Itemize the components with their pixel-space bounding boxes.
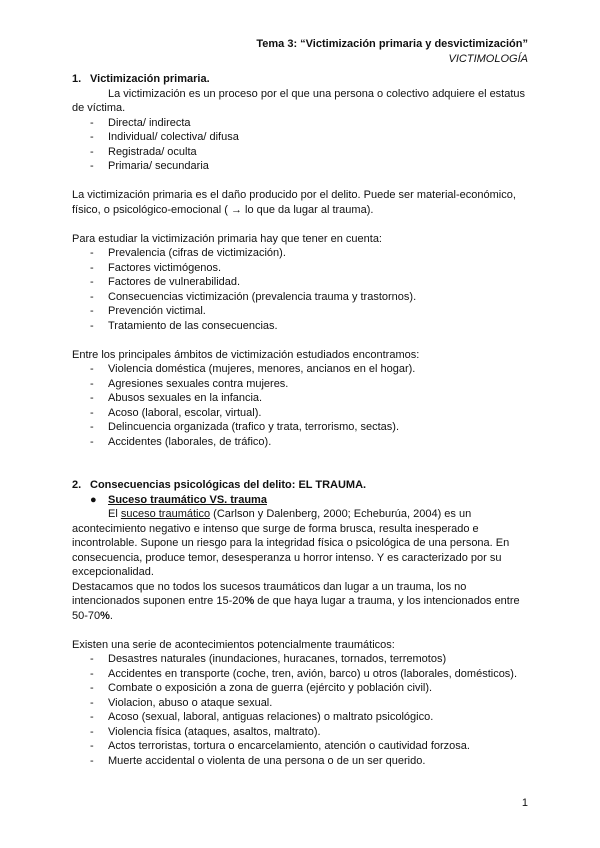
document-title: Tema 3: “Victimización primaria y desvictimización”: [256, 38, 528, 50]
primary-victimization-definition: La victimización primaria es el daño producido por el delito. Puede ser material-económico, físico, o psicológico-emocional ( → lo que da lugar al trauma).: [72, 189, 516, 216]
list-item: - Primaria/ secundaria: [108, 159, 530, 174]
list-item: - Prevención victimal.: [108, 304, 530, 319]
bullet-icon: ●: [90, 493, 97, 506]
list-item: - Factores victimógenos.: [108, 261, 530, 276]
list-item: - Abusos sexuales en la infancia.: [108, 391, 530, 406]
list-item: - Violencia doméstica (mujeres, menores, ancianos en el hogar).: [108, 362, 530, 377]
list-item: - Agresiones sexuales contra mujeres.: [108, 377, 530, 392]
list-item: - Registrada/ oculta: [108, 145, 530, 160]
list-item: - Tratamiento de las consecuencias.: [108, 319, 530, 334]
section-1-intro: La victimización es un proceso por el que una persona o colectivo adquiere el estatus de víctima.: [72, 87, 526, 114]
trauma-statistics: Destacamos que no todos los sucesos traumáticos dan lugar a un trauma, los no intencionados suponen entre 15-20% de que haya lugar a trauma, y los intencionados entre 50-70%.: [72, 580, 520, 622]
list-item: - Acoso (sexual, laboral, antiguas relaciones) o maltrato psicológico.: [108, 710, 530, 725]
list-item: - Acoso (laboral, escolar, virtual).: [108, 406, 530, 421]
main-content: [72, 72, 530, 768]
list-item: - Desastres naturales (inundaciones, huracanes, tornados, terremotos): [108, 652, 530, 667]
list-item: - Violacion, abuso o ataque sexual.: [108, 696, 530, 711]
list-item: - Actos terroristas, tortura o encarcelamiento, atención o cautividad forzosa.: [108, 739, 530, 754]
study-factors-list: [72, 246, 530, 333]
section-1-heading: 1. Victimización primaria.: [72, 73, 210, 85]
subheading-traumatic-event: ● Suceso traumático VS. trauma: [90, 493, 267, 506]
list-item: - Violencia física (ataques, asaltos, maltrato).: [108, 725, 530, 740]
list-item: - Delincuencia organizada (trafico y trata, terrorismo, sectas).: [108, 420, 530, 435]
list-item: - Individual/ colectiva/ difusa: [108, 130, 530, 145]
page-number: 1: [521, 797, 528, 809]
subject-label: VICTIMOLOGÍA: [448, 52, 528, 65]
list-item: - Prevalencia (cifras de victimización).: [108, 246, 530, 261]
victimization-types-list: [72, 116, 530, 174]
list-item: - Accidentes en transporte (coche, tren, avión, barco) u otros (laborales, domésticos).: [108, 667, 530, 682]
list-item: - Factores de vulnerabilidad.: [108, 275, 530, 290]
events-intro: Existen una serie de acontecimientos potencialmente traumáticos:: [72, 638, 395, 651]
list-item: - Directa/ indirecta: [108, 116, 530, 131]
page-header: [256, 37, 528, 66]
list-item: - Accidentes (laborales, de tráfico).: [108, 435, 530, 450]
list-item: - Muerte accidental o violenta de una persona o de un ser querido.: [108, 754, 530, 769]
areas-intro: Entre los principales ámbitos de victimización estudiados encontramos:: [72, 348, 420, 361]
list-item: - Combate o exposición a zona de guerra (ejército y población civil).: [108, 681, 530, 696]
traumatic-events-list: [72, 652, 530, 768]
study-intro: Para estudiar la victimización primaria hay que tener en cuenta:: [72, 232, 382, 245]
victimization-areas-list: [72, 362, 530, 449]
list-item: - Consecuencias victimización (prevalencia trauma y trastornos).: [108, 290, 530, 305]
section-2-heading: 2. Consecuencias psicológicas del delito: EL TRAUMA.: [72, 479, 367, 491]
traumatic-event-definition: El suceso traumático (Carlson y Dalenberg, 2000; Echeburúa, 2004) es un acontecimiento negativo e intenso que surge de forma brusca, resulta inesperado e incontrolable. Supone un riesgo para la integridad física o psicológica de una persona. En consecuencia, produce temor, desesperanza u horror intenso. Y es caracterizado por su excepcionalidad.: [72, 508, 510, 578]
